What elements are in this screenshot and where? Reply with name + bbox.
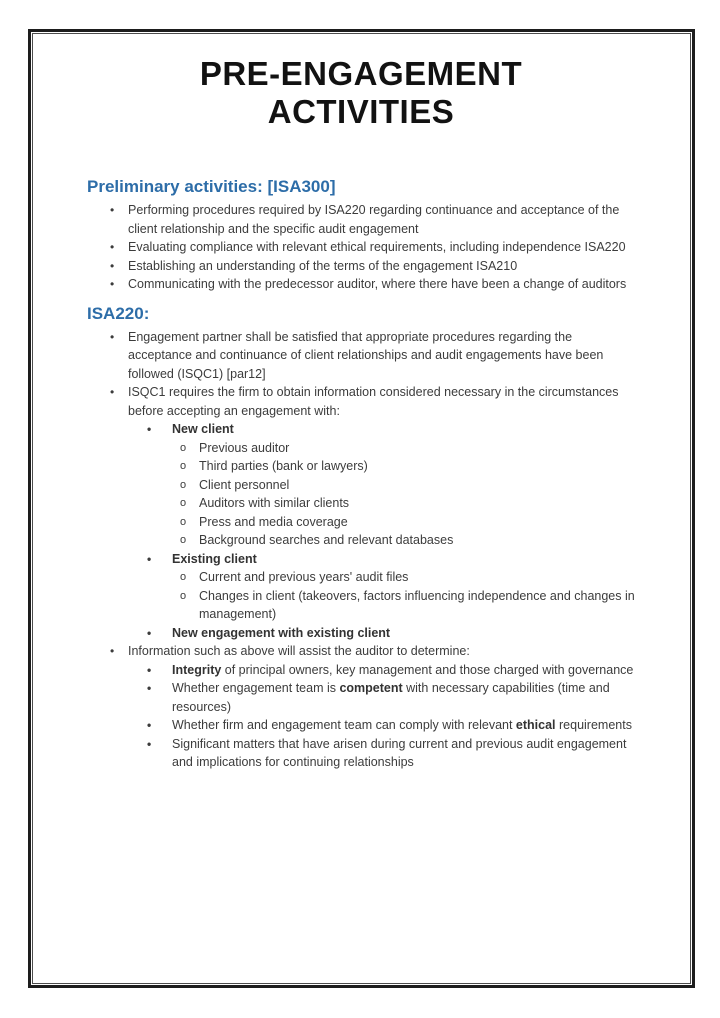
page-title-line-1: PRE-ENGAGEMENT [199,55,523,92]
list-item [87,624,635,643]
text-run: Client personnel [199,477,290,492]
circle-bullet-marker: o [180,534,187,546]
bullet-list [87,201,635,294]
text-run: ISQC1 requires the firm to obtain information considered necessary in the circumstances before accepting an engagement with: [128,385,619,418]
list-item [87,661,635,680]
list-item [87,735,635,772]
text-run-bold: New engagement with existing client [172,625,391,640]
list-item [87,476,635,495]
list-item [87,238,635,257]
document-content [87,55,635,772]
bullet-list [87,328,635,772]
list-item-text [199,457,635,476]
list-item-text [172,735,635,772]
list-item-text [128,257,635,276]
circle-bullet-marker: o [180,460,187,472]
section-heading: Preliminary activities: [ISA300] [87,177,336,196]
section-1 [87,177,635,294]
text-run: Previous auditor [199,440,290,455]
list-item [87,257,635,276]
list-item-text [128,238,635,257]
text-run: Whether firm and engagement team can comply with relevant [172,718,516,732]
text-run: Whether engagement team is [172,681,340,695]
text-run-bold: competent [339,681,403,695]
text-run-bold: Existing client [172,551,257,566]
list-item [87,457,635,476]
list-item-text [128,328,635,384]
text-run: Background searches and relevant databases [199,533,454,547]
text-run: Performing procedures required by ISA220 regarding continuance and acceptance of the client relationship and the specific audit engagement [128,203,620,236]
text-run-bold: Integrity [172,662,222,677]
sections-container [87,177,635,772]
circle-bullet-marker: o [180,497,187,509]
disc-bullet-marker: • [110,240,115,254]
list-item [87,275,635,294]
disc-bullet-marker: • [110,277,115,291]
text-run: Auditors with similar clients [199,496,350,510]
circle-bullet-marker: o [180,589,187,602]
disc-bullet-marker: • [110,258,115,273]
disc-bullet-marker: • [147,718,152,732]
text-run: Communicating with the predecessor auditor, where there have been a change of auditors [128,277,627,291]
list-item-text [128,275,635,294]
text-run: Third parties (bank or lawyers) [199,459,368,473]
disc-bullet-marker: • [110,385,115,399]
disc-bullet-marker: • [110,203,115,217]
text-run: Significant matters that have arisen during current and previous audit engagement and implications for continuing relationships [172,736,627,769]
text-run: of principal owners, key management and those charged with governance [221,662,634,677]
text-run: Establishing an understanding of the terms of the engagement ISA210 [128,258,518,273]
list-item-text [128,201,635,238]
list-item [87,383,635,420]
list-item [87,679,635,716]
list-item [87,420,635,439]
disc-bullet-marker: • [147,551,152,566]
list-item-text [199,587,635,624]
list-item-text [199,531,635,550]
list-item [87,568,635,587]
circle-bullet-marker: o [180,515,187,528]
text-run: Press and media coverage [199,514,348,529]
circle-bullet-marker: o [180,571,187,583]
disc-bullet-marker: • [110,644,115,658]
list-item [87,550,635,569]
page-title [87,55,635,131]
list-item-text [172,420,635,439]
list-item [87,531,635,550]
list-item [87,494,635,513]
list-item-text [172,550,635,569]
list-item-text [199,568,635,587]
circle-bullet-marker: o [180,441,187,454]
list-item-text [199,476,635,495]
text-run-bold: ethical [515,718,556,732]
list-item-text [128,383,635,420]
list-item-text [172,679,635,716]
disc-bullet-marker: • [147,625,152,640]
list-item [87,513,635,532]
text-run: Current and previous years' audit files [199,570,409,584]
list-item-text [172,624,635,643]
list-item [87,328,635,384]
disc-bullet-marker: • [147,681,152,695]
section-2 [87,304,635,772]
text-run: Information such as above will assist the auditor to determine: [128,644,470,658]
text-run: with necessary capabilities (time and resources) [172,681,610,714]
list-item [87,201,635,238]
text-run-bold: New client [172,422,234,436]
disc-bullet-marker: • [147,422,152,436]
text-run: requirements [555,718,632,732]
disc-bullet-marker: • [147,662,152,677]
disc-bullet-marker: • [110,329,115,344]
list-item-text [199,513,635,532]
text-run: Evaluating compliance with relevant ethical requirements, including independence ISA220 [128,240,626,254]
list-item [87,439,635,458]
disc-bullet-marker: • [147,736,152,751]
section-heading: ISA220: [87,303,150,323]
text-run: Changes in client (takeovers, factors influencing independence and changes in management) [199,588,635,621]
list-item-text [172,716,635,735]
list-item [87,587,635,624]
list-item-text [128,642,635,661]
list-item-text [172,661,635,680]
circle-bullet-marker: o [180,478,187,491]
list-item-text [199,439,635,458]
page-title-line-2: ACTIVITIES [267,93,455,130]
list-item [87,716,635,735]
list-item-text [199,494,635,513]
list-item [87,642,635,661]
text-run: Engagement partner shall be satisfied that appropriate procedures regarding the acceptance and continuance of client relationships and audit engagements have been followed (ISQC1) [par12] [128,329,604,381]
